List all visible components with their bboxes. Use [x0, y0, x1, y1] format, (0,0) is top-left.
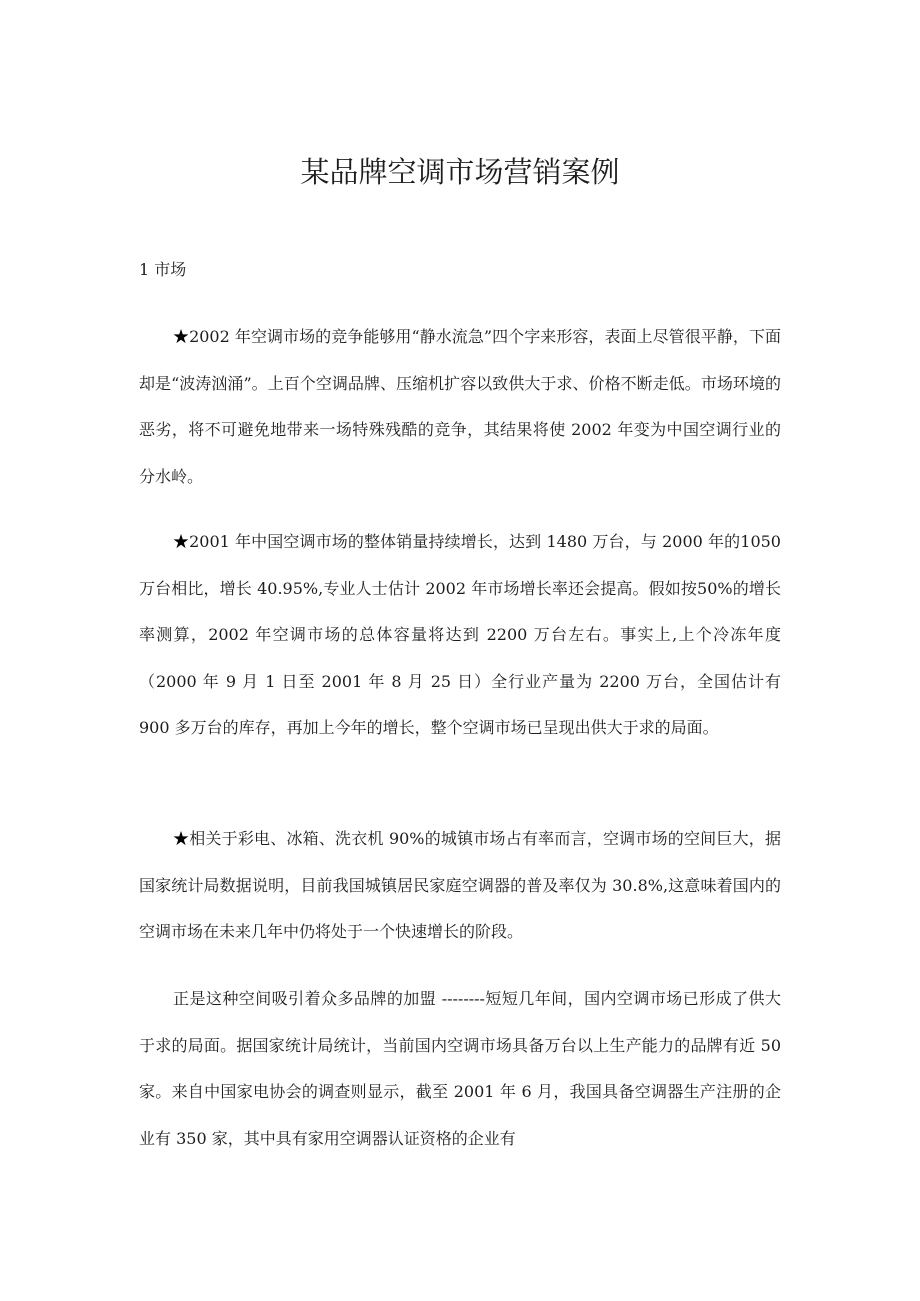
paragraph-text: 正是这种空间吸引着众多品牌的加盟 --------短短几年间，国内空调市场已形成了供大于求的局面。据国家统计局统计，当前国内空调市场具备万台以上生产能力的品牌有近 50 家。来自中国家电协会的调查则显示，截至 2001 年 6 月，我国具备空调器生产注册的企业有 350 家，其中具有家用空调器认证资格的企业有 [139, 989, 781, 1148]
paragraph-text: 2002 年空调市场的竞争能够用“静水流急”四个字来形容，表面上尽管很平静，下面却是“波涛汹涌”。上百个空调品牌、压缩机扩容以致供大于求、价格不断走低。市场环境的恶劣，将不可避免地带来一场特殊残酷的竞争，其结果将使 2002 年变为中国空调行业的分水岭。 [139, 327, 781, 486]
document-title: 某品牌空调市场营销案例 [300, 155, 620, 189]
paragraph-text: 2001 年中国空调市场的整体销量持续增长，达到 1480 万台，与 2000 年的1050 万台相比，增长 40.95%,专业人士估计 2002 年市场增长率还会提高。假如按50%的增长率测算，2002 年空调市场的总体容量将达到 2200 万台左右。事实上,上个冷冻年度（2000 年 9 月 1 日至 2001 年 8 月 25 日）全行业产量为 2200 万台，全国估计有 900 多万台的库存，再加上今年的增长，整个空调市场已呈现出供大于求的局面。 [139, 532, 781, 737]
paragraph-text: 相关于彩电、冰箱、洗衣机 90%的城镇市场占有率而言，空调市场的空间巨大，据国家统计局数据说明，目前我国城镇居民家庭空调器的普及率仅为 30.8%,这意味着国内的空调市场在未来几年中仍将处于一个快速增长的阶段。 [139, 829, 781, 941]
star-bullet-icon: ★ [173, 829, 190, 848]
paragraph-4 [139, 976, 781, 1162]
paragraph-2 [139, 519, 781, 752]
paragraph-1 [139, 314, 781, 500]
section-heading: 1 市场 [139, 260, 187, 279]
star-bullet-icon: ★ [173, 532, 190, 551]
star-bullet-icon: ★ [173, 327, 190, 346]
paragraph-3 [139, 816, 781, 956]
